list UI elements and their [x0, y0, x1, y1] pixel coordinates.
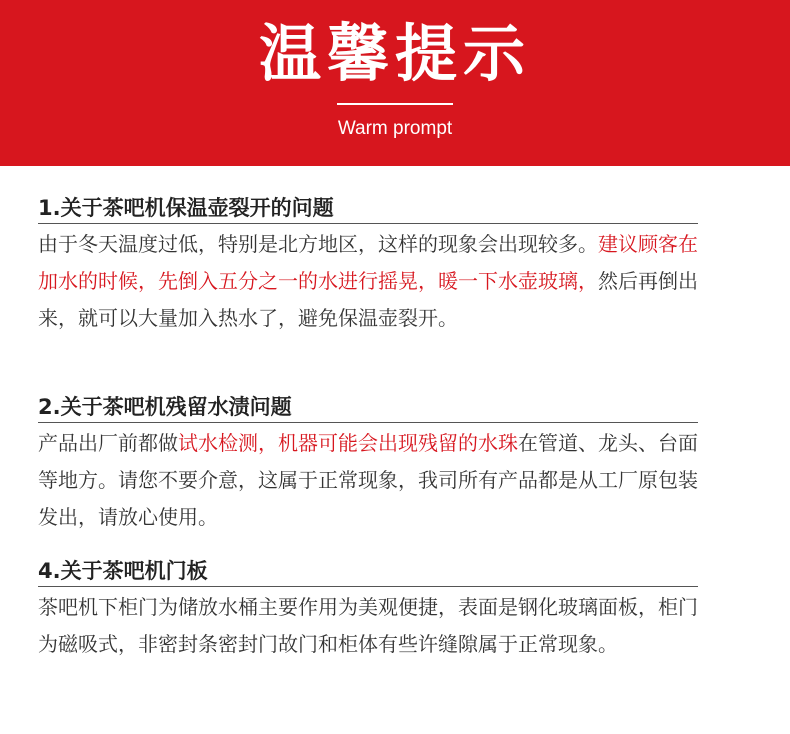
body-text: 产品出厂前都做 — [38, 431, 178, 455]
section-divider — [38, 422, 698, 423]
section-residual-water — [38, 392, 698, 536]
body-text: 在管道、龙头、台面等地方。请您不要介意，这属于正常现象，我司所有产品都是从工厂原包装发出，请放心使用。 — [38, 431, 698, 529]
body-text-highlight: 试水检测，机器可能会出现残留的水珠 — [178, 431, 518, 455]
section-heading: 1.关于茶吧机保温壶裂开的问题 — [38, 196, 334, 220]
section-divider — [38, 223, 698, 224]
section-divider — [38, 586, 698, 587]
banner-title: 温馨提示 — [258, 17, 531, 90]
section-door-panel — [38, 556, 698, 663]
header-banner — [0, 0, 790, 166]
body-text: 然后再倒出来，就可以大量加入热水了，避免保温壶裂开。 — [38, 269, 698, 330]
section-body — [38, 425, 698, 536]
banner-subtitle: Warm prompt — [337, 118, 453, 139]
section-heading: 2.关于茶吧机残留水渍问题 — [38, 395, 292, 419]
section-heading: 4.关于茶吧机门板 — [38, 559, 208, 583]
section-body — [38, 589, 698, 663]
banner-divider — [337, 103, 453, 105]
body-text: 茶吧机下柜门为储放水桶主要作用为美观便捷，表面是钢化玻璃面板，柜门为磁吸式，非密封条密封门故门和柜体有些许缝隙属于正常现象。 — [38, 595, 698, 656]
body-text-highlight: 建议顾客在加水的时候，先倒入五分之一的水进行摇晃，暖一下水壶玻璃， — [38, 232, 698, 293]
section-body — [38, 226, 698, 337]
body-text: 由于冬天温度过低，特别是北方地区，这样的现象会出现较多。 — [38, 232, 598, 256]
section-thermos-cracking — [38, 193, 698, 337]
